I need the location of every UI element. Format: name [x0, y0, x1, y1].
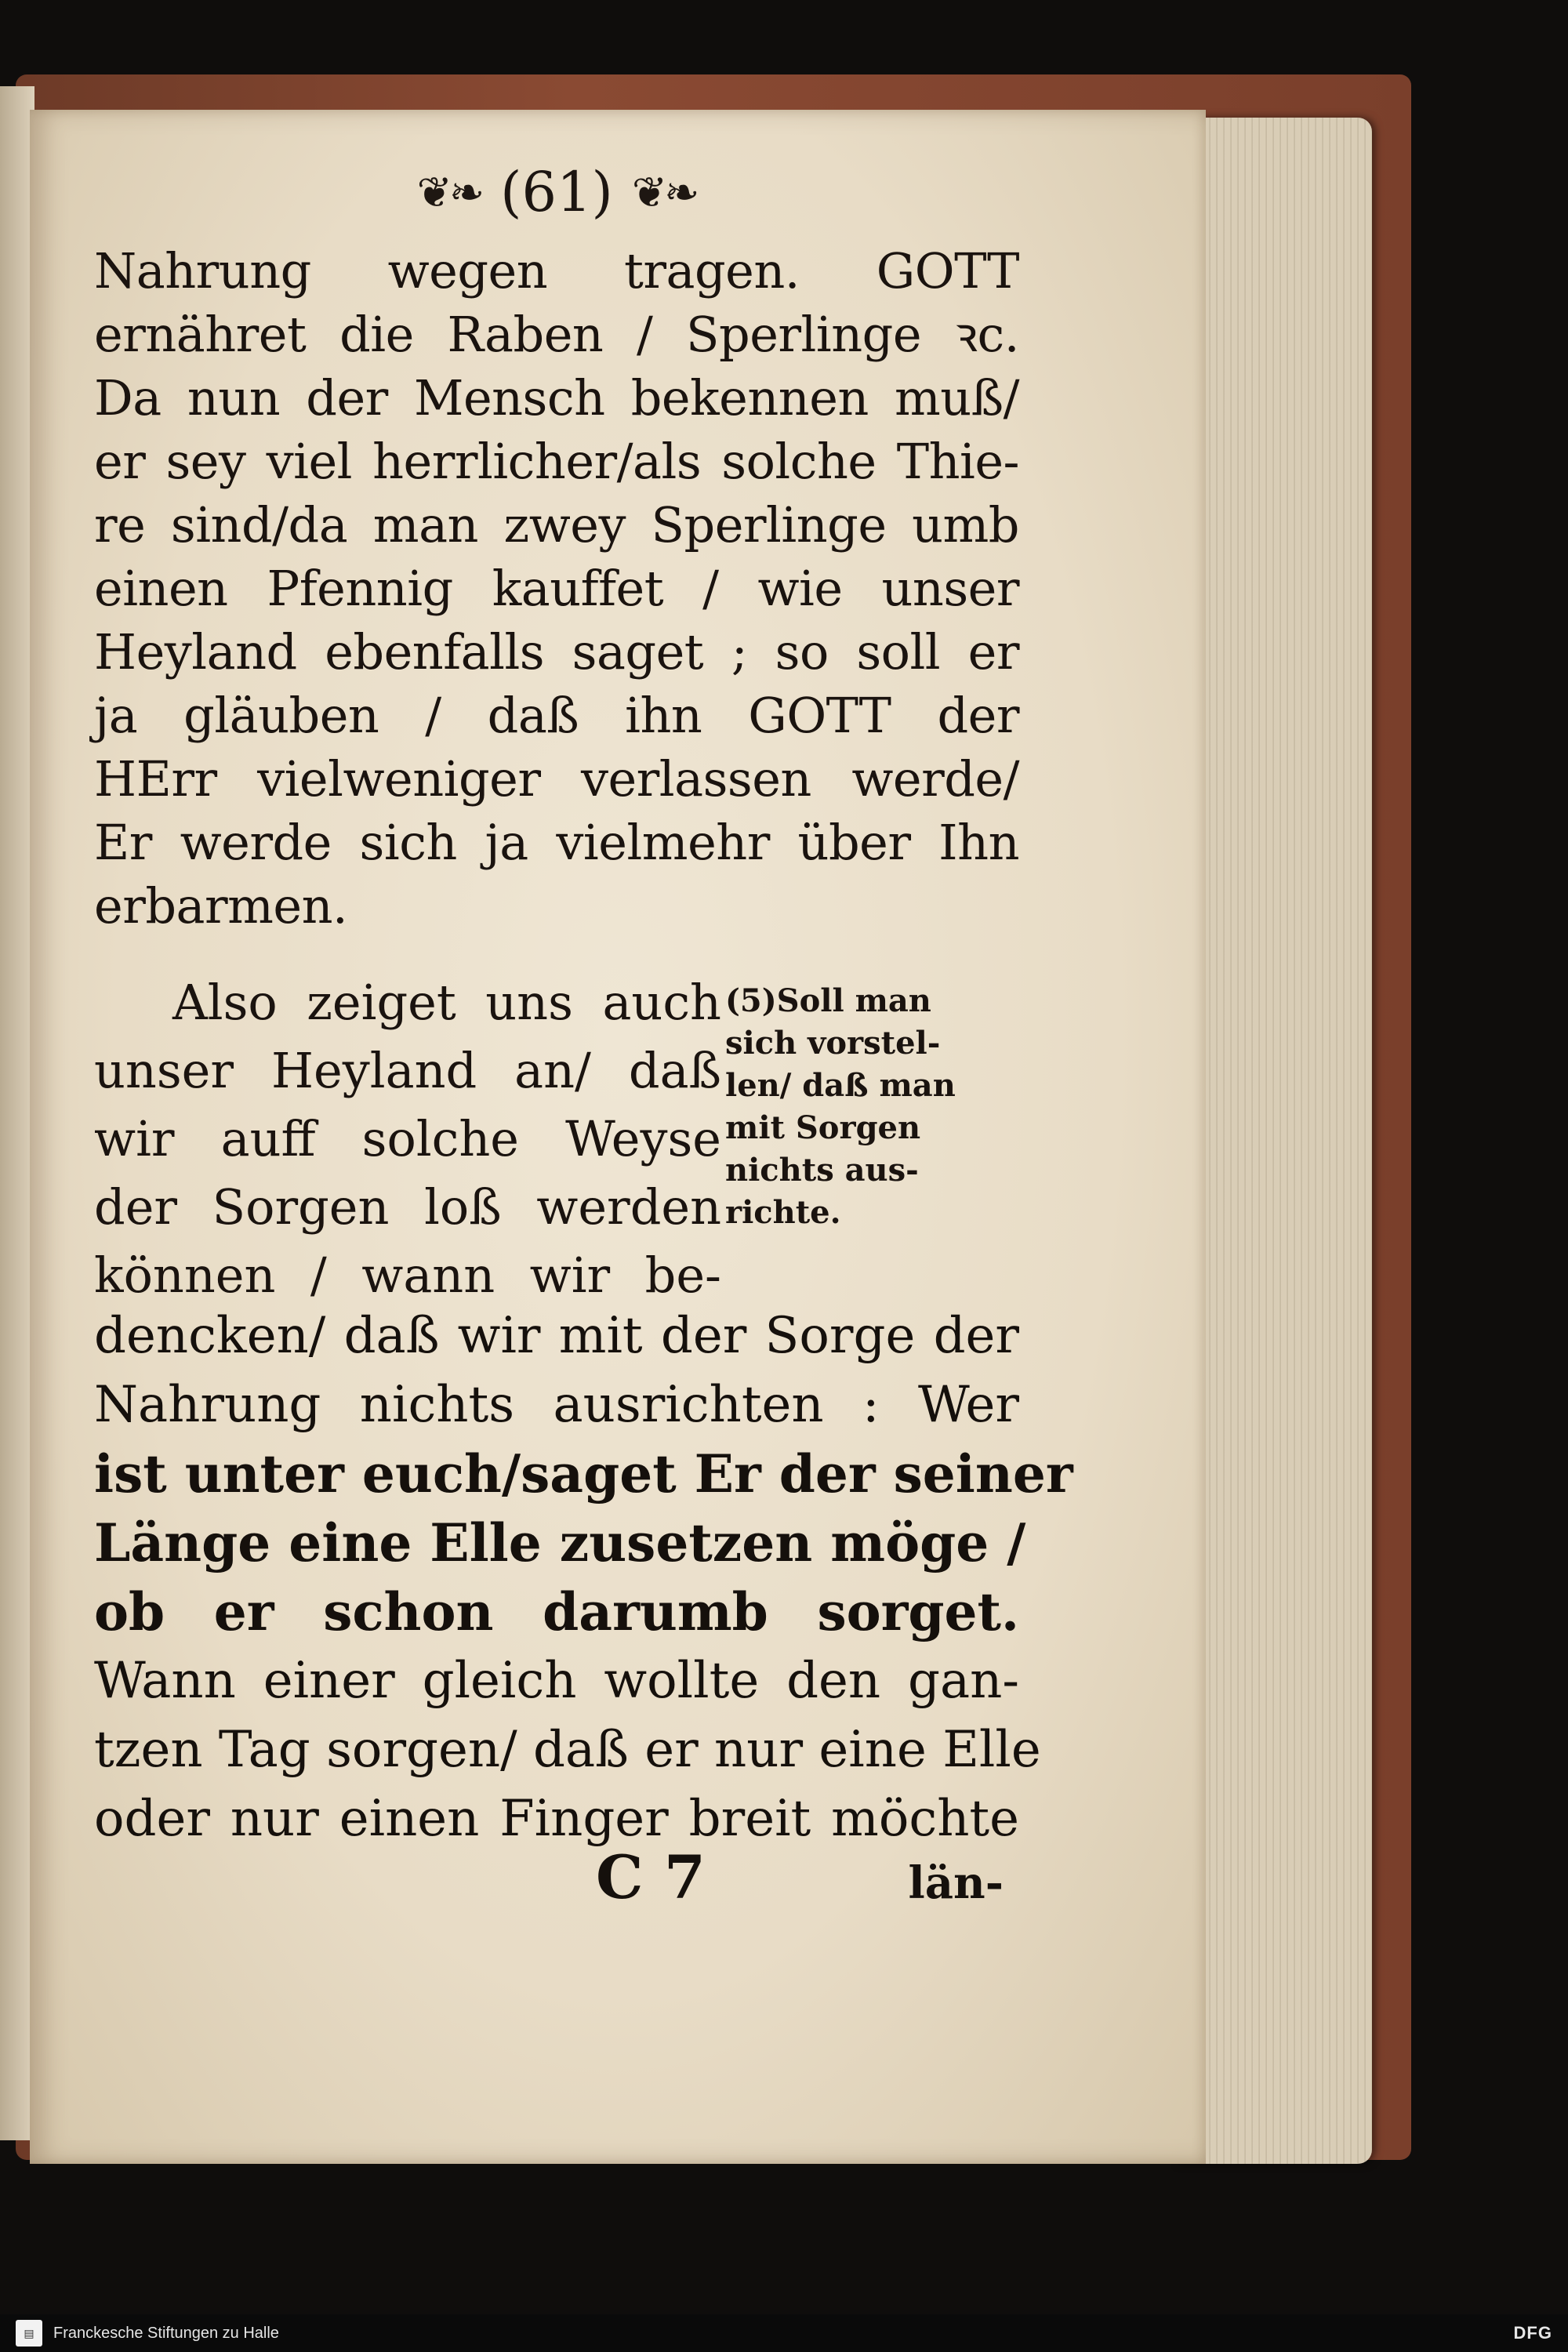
- text-line: er sey viel herrlicher/als solche Thie-: [94, 433, 1019, 490]
- text-line: HErr vielweniger verlassen werde/: [94, 750, 1019, 808]
- text-line: dencken/ daß wir mit der Sorge der: [94, 1307, 1019, 1365]
- text-line: Er werde sich ja vielmehr über Ihn: [94, 814, 1019, 871]
- page-header: [368, 157, 745, 227]
- text-line: unser Heyland an/ daß: [94, 1042, 721, 1099]
- viewer-footer-bar: [0, 2314, 1568, 2352]
- text-line: der Sorgen loß werden: [94, 1178, 721, 1236]
- marginal-line: nichts aus-: [725, 1152, 919, 1189]
- text-line: einen Pfennig kauffet / wie unser: [94, 560, 1019, 617]
- page-number: (61): [500, 160, 613, 224]
- text-line: ja gläuben / daß ihn GOTT der: [94, 687, 1019, 744]
- marginal-line: len/ daß man: [725, 1067, 956, 1104]
- text-line: Heyland ebenfalls saget ; so soll er: [94, 623, 1019, 681]
- paragraph-1: [94, 239, 1019, 938]
- text-line: Also zeiget uns auch: [172, 974, 721, 1031]
- catchword: län-: [908, 1857, 1004, 1909]
- institution-logo-icon: ▤: [16, 2320, 42, 2347]
- paragraph-2: [94, 968, 721, 1309]
- text-line: Da nun der Mensch bekennen muß/: [94, 369, 1019, 426]
- text-line: tzen Tag sorgen/ daß er nur eine Elle: [94, 1721, 1041, 1779]
- text-line: Länge eine Elle zusetzen möge /: [94, 1512, 1026, 1573]
- paragraph-3: [94, 1301, 1073, 1853]
- text-line: ob er schon darumb sorget.: [94, 1581, 1019, 1642]
- marginal-line: richte.: [725, 1194, 841, 1231]
- text-line: oder nur einen Finger breit möchte: [94, 1790, 1019, 1848]
- footer-left: [16, 2320, 279, 2347]
- page-footer-line: [596, 1842, 1004, 1912]
- marginal-line: mit Sorgen: [725, 1109, 921, 1146]
- text-line: Nahrung nichts ausrichten : Wer: [94, 1376, 1019, 1434]
- text-line: ist unter euch/saget Er der seiner: [94, 1443, 1073, 1504]
- institution-name: Franckesche Stiftungen zu Halle: [53, 2324, 279, 2342]
- marginal-note: [725, 980, 1015, 1234]
- marginal-line: (5)Soll man: [725, 982, 931, 1019]
- text-line: wir auff solche Weyse: [94, 1110, 721, 1167]
- ornament-right-icon: ❦❧: [631, 167, 697, 217]
- text-line: können / wann wir be-: [94, 1247, 721, 1304]
- dfg-logo: DFG: [1513, 2323, 1552, 2343]
- marginal-line: sich vorstel-: [725, 1025, 941, 1062]
- ornament-left-icon: ❦❧: [416, 167, 482, 217]
- text-line: re sind/da man zwey Sperlinge umb: [94, 496, 1019, 554]
- signature-mark: C 7: [596, 1842, 706, 1912]
- text-line: ernähret die Raben / Sperlinge ꝛc.: [94, 306, 1019, 363]
- text-line: Nahrung wegen tragen. GOTT: [94, 242, 1019, 299]
- text-line: Wann einer gleich wollte den gan-: [94, 1652, 1019, 1710]
- text-line: erbarmen.: [94, 877, 348, 935]
